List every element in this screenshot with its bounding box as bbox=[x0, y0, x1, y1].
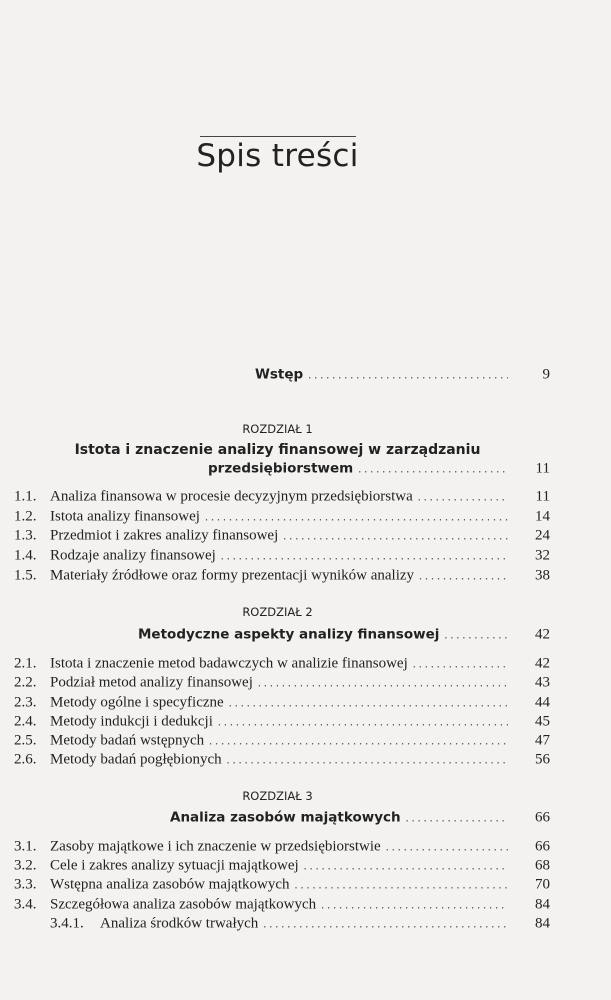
chapter-label: ROZDZIAŁ 3 bbox=[242, 789, 313, 803]
entry-number: 3.4. bbox=[14, 896, 37, 913]
entry-title: Szczegółowa analiza zasobów majątkowych bbox=[50, 896, 317, 913]
entry-number: 2.6. bbox=[14, 751, 37, 768]
dot-leader bbox=[283, 529, 508, 544]
entry-title: Metody badań pogłębionych bbox=[50, 751, 222, 768]
entry-number: 2.5. bbox=[14, 732, 37, 749]
entry-page: 44 bbox=[535, 694, 550, 711]
entry-title: Istota analizy finansowej bbox=[50, 508, 200, 525]
entry-page: 11 bbox=[535, 488, 550, 505]
entry-title: Analiza finansowa w procesie decyzyjnym przedsiębiorstwa bbox=[50, 488, 413, 505]
entry-title: Rodzaje analizy finansowej bbox=[50, 547, 216, 564]
toc-chapter-3[interactable] bbox=[14, 810, 550, 827]
toc-section[interactable] bbox=[14, 897, 550, 914]
toc-subsection[interactable] bbox=[50, 916, 550, 933]
toc-section[interactable] bbox=[14, 489, 550, 506]
entry-page: 32 bbox=[535, 547, 550, 564]
entry-title: Metodyczne aspekty analizy finansowej bbox=[138, 626, 440, 643]
toc-chapter-1[interactable] bbox=[14, 461, 550, 478]
entry-page: 42 bbox=[535, 626, 550, 643]
toc-entry-intro[interactable] bbox=[14, 367, 550, 384]
chapter-title-line1[interactable]: Istota i znaczenie analizy finansowej w zarządzaniu bbox=[74, 442, 481, 458]
entry-page: 38 bbox=[535, 567, 550, 584]
entry-number: 1.4. bbox=[14, 547, 37, 564]
entry-page: 66 bbox=[535, 809, 550, 826]
entry-title: Podział metod analizy finansowej bbox=[50, 674, 253, 691]
entry-page: 11 bbox=[535, 460, 550, 477]
entry-title: Wstępna analiza zasobów majątkowych bbox=[50, 876, 290, 893]
toc-section[interactable] bbox=[14, 695, 550, 712]
entry-title: Analiza zasobów majątkowych bbox=[170, 809, 401, 826]
entry-title: Wstęp bbox=[255, 366, 304, 383]
entry-title: Metody indukcji i dedukcji bbox=[50, 713, 213, 730]
toc-section[interactable] bbox=[14, 733, 550, 750]
dot-leader bbox=[295, 878, 509, 893]
toc-section[interactable] bbox=[14, 528, 550, 545]
toc-section[interactable] bbox=[14, 568, 550, 585]
entry-number: 3.1. bbox=[14, 838, 37, 855]
entry-page: 84 bbox=[535, 896, 550, 913]
entry-page: 14 bbox=[535, 508, 550, 525]
toc-section[interactable] bbox=[14, 858, 550, 875]
entry-title: Przedmiot i zakres analizy finansowej bbox=[50, 527, 279, 544]
entry-title: Analiza środków trwałych bbox=[100, 915, 259, 932]
dot-leader bbox=[258, 676, 508, 691]
entry-title: Zasoby majątkowe i ich znaczenie w przedsiębiorstwie bbox=[50, 838, 381, 855]
entry-page: 42 bbox=[535, 655, 550, 672]
dot-leader bbox=[418, 490, 508, 505]
entry-number: 2.2. bbox=[14, 674, 37, 691]
dot-leader bbox=[229, 696, 508, 711]
entry-page: 24 bbox=[535, 527, 550, 544]
entry-page: 68 bbox=[535, 857, 550, 874]
entry-number: 2.1. bbox=[14, 655, 37, 672]
dot-leader bbox=[221, 549, 508, 564]
entry-number: 3.3. bbox=[14, 876, 37, 893]
dot-leader bbox=[227, 753, 508, 768]
title-rule bbox=[200, 136, 356, 137]
entry-title: Metody ogólne i specyficzne bbox=[50, 694, 224, 711]
entry-title: Materiały źródłowe oraz formy prezentacji wyników analizy bbox=[50, 567, 415, 584]
entry-page: 66 bbox=[535, 838, 550, 855]
toc-section[interactable] bbox=[14, 656, 550, 673]
toc-section[interactable] bbox=[14, 839, 550, 856]
entry-number: 2.4. bbox=[14, 713, 37, 730]
entry-number: 1.3. bbox=[14, 527, 37, 544]
dot-leader bbox=[406, 811, 508, 826]
dot-leader bbox=[444, 628, 508, 643]
toc-section[interactable] bbox=[14, 714, 550, 731]
toc-section[interactable] bbox=[14, 548, 550, 565]
dot-leader bbox=[321, 898, 508, 913]
entry-page: 45 bbox=[535, 713, 550, 730]
toc-section[interactable] bbox=[14, 509, 550, 526]
entry-number: 3.4.1. bbox=[50, 915, 84, 932]
entry-number: 1.5. bbox=[14, 567, 37, 584]
dot-leader bbox=[209, 734, 508, 749]
entry-page: 70 bbox=[535, 876, 550, 893]
toc-section[interactable] bbox=[14, 675, 550, 692]
entry-number: 2.3. bbox=[14, 694, 37, 711]
dot-leader bbox=[263, 917, 508, 932]
entry-page: 43 bbox=[535, 674, 550, 691]
entry-title: Cele i zakres analizy sytuacji majątkowej bbox=[50, 857, 299, 874]
toc-section[interactable] bbox=[14, 752, 550, 769]
entry-page: 47 bbox=[535, 732, 550, 749]
dot-leader bbox=[413, 657, 508, 672]
toc-chapter-2[interactable] bbox=[14, 627, 550, 644]
dot-leader bbox=[218, 715, 508, 730]
entry-number: 3.2. bbox=[14, 857, 37, 874]
entry-number: 1.2. bbox=[14, 508, 37, 525]
dot-leader bbox=[419, 569, 508, 584]
entry-title: Istota i znaczenie metod badawczych w analizie finansowej bbox=[50, 655, 408, 672]
toc-section[interactable] bbox=[14, 877, 550, 894]
entry-number: 1.1. bbox=[14, 488, 37, 505]
entry-title: przedsiębiorstwem bbox=[208, 460, 354, 477]
entry-page: 84 bbox=[535, 915, 550, 932]
entry-title: Metody badań wstępnych bbox=[50, 732, 205, 749]
chapter-label: ROZDZIAŁ 1 bbox=[242, 422, 313, 436]
dot-leader bbox=[358, 462, 508, 477]
dot-leader bbox=[205, 510, 508, 525]
dot-leader bbox=[304, 859, 508, 874]
entry-page: 56 bbox=[535, 751, 550, 768]
chapter-label: ROZDZIAŁ 2 bbox=[242, 605, 313, 619]
entry-page: 9 bbox=[542, 366, 550, 383]
dot-leader bbox=[308, 368, 508, 383]
dot-leader bbox=[386, 840, 508, 855]
page-title: Spis treści bbox=[196, 138, 359, 174]
